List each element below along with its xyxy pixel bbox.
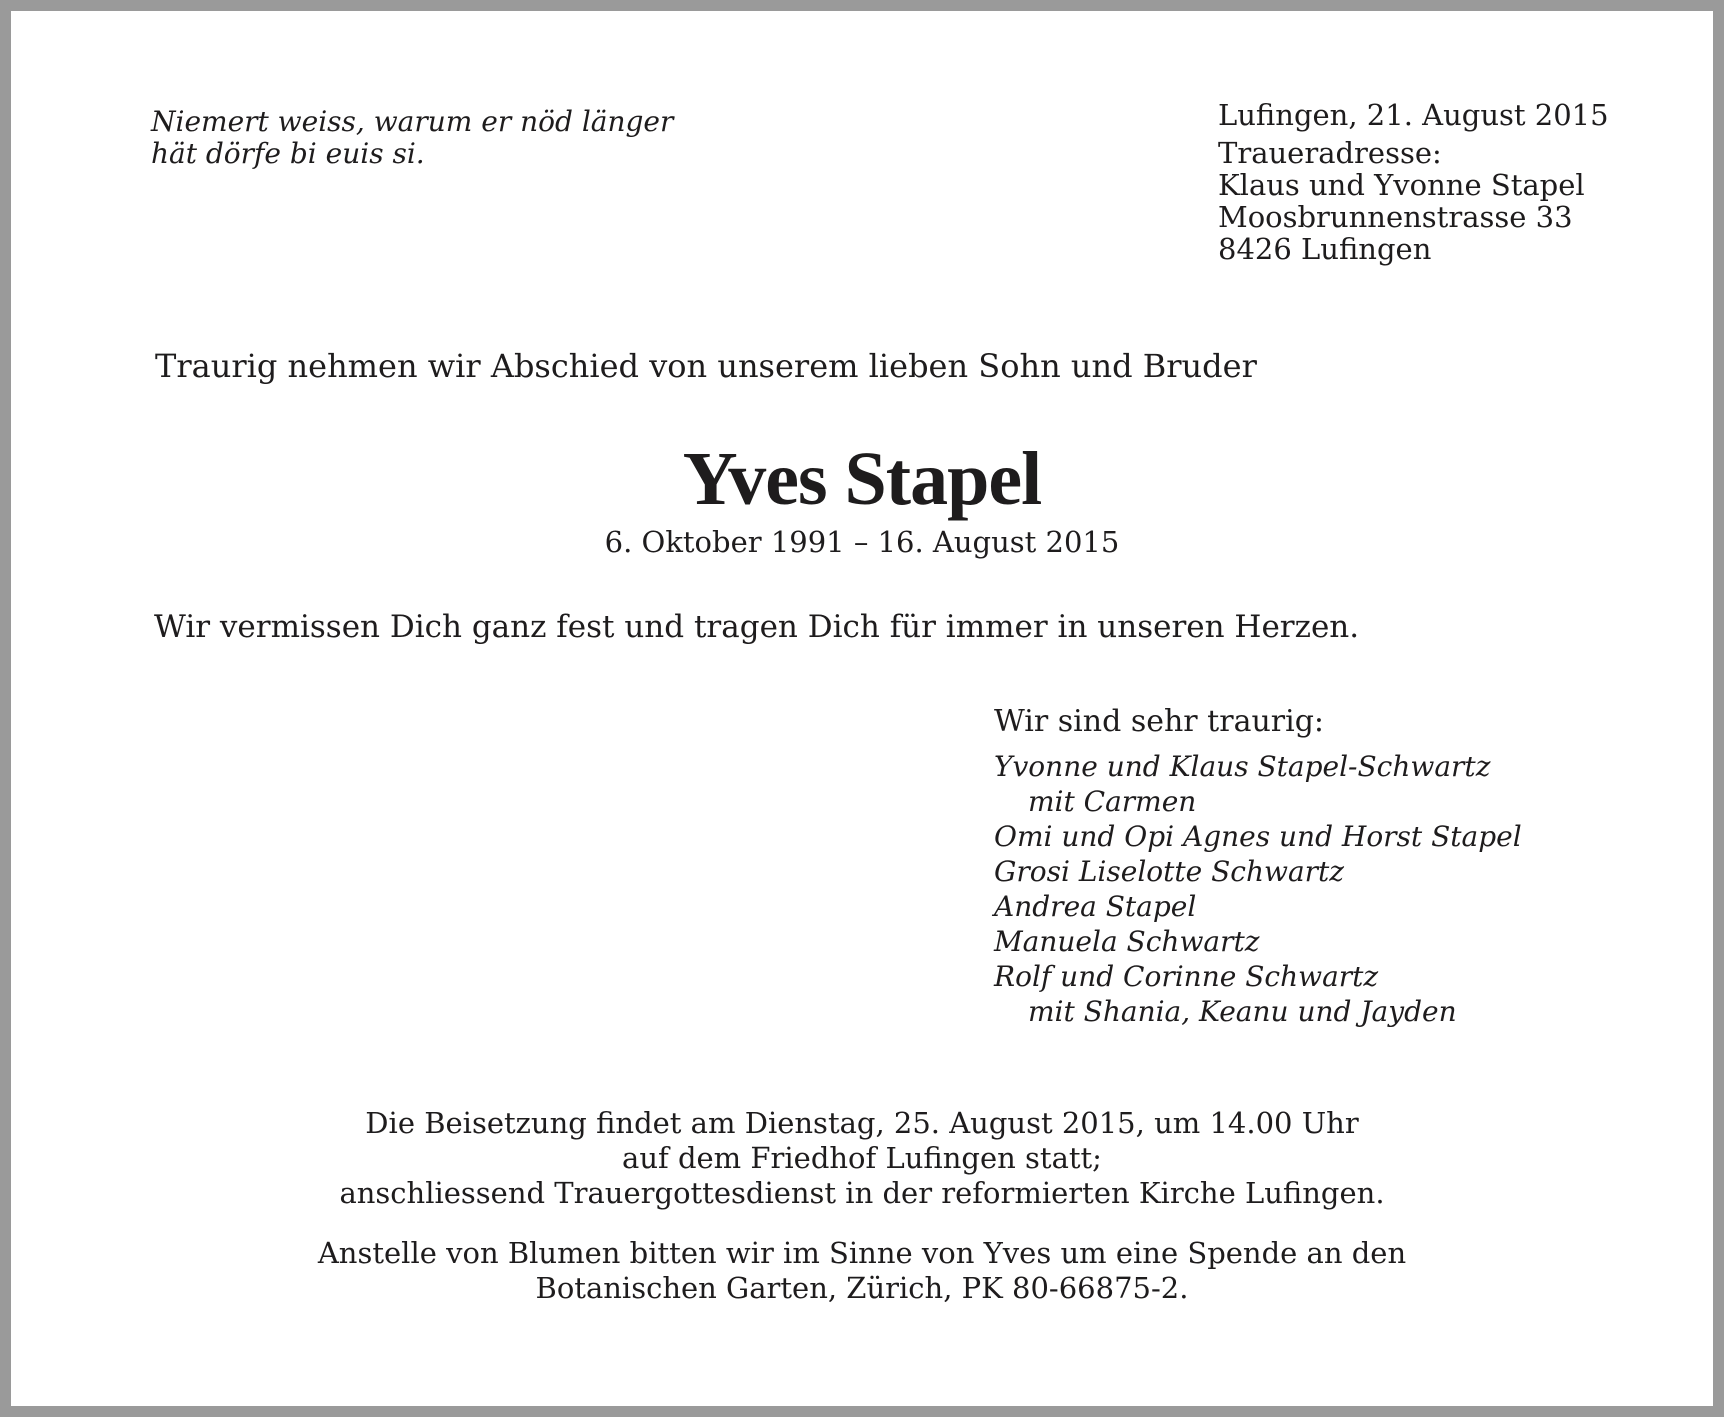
funeral-line-3: anschliessend Trauergottesdienst in der reformierten Kirche Lufingen. xyxy=(339,1176,1385,1210)
donation-info xyxy=(11,1236,1713,1306)
funeral-info xyxy=(11,1106,1713,1211)
donation-line-1: Anstelle von Blumen bitten wir im Sinne von Yves um eine Spende an den xyxy=(317,1236,1407,1270)
mourner-line: mit Carmen xyxy=(1028,785,1197,818)
address-names: Klaus und Yvonne Stapel xyxy=(1218,168,1585,202)
funeral-line-2: auf dem Friedhof Lufingen statt; xyxy=(622,1141,1102,1175)
mourner-line: mit Shania, Keanu und Jayden xyxy=(1028,995,1457,1028)
donation-line-2: Botanischen Garten, Zürich, PK 80-66875-2. xyxy=(535,1271,1189,1305)
funeral-line-1: Die Beisetzung findet am Dienstag, 25. August 2015, um 14.00 Uhr xyxy=(365,1106,1359,1140)
address-label: Traueradresse: xyxy=(1218,136,1442,170)
motto-line-1: Niemert weiss, warum er nöd länger xyxy=(151,105,674,138)
deceased-name: Yves Stapel xyxy=(682,437,1042,521)
mourners-heading: Wir sind sehr traurig: xyxy=(994,704,1325,739)
obituary-page xyxy=(11,11,1713,1406)
address-city: 8426 Lufingen xyxy=(1218,232,1432,266)
mourner-line: Grosi Liselotte Schwartz xyxy=(994,855,1345,888)
mourner-line: Rolf und Corinne Schwartz xyxy=(994,960,1379,993)
motto xyxy=(151,106,673,170)
mourners-list xyxy=(994,749,1522,1029)
place-date: Lufingen, 21. August 2015 xyxy=(1218,98,1609,132)
mourner-line: Yvonne und Klaus Stapel-Schwartz xyxy=(994,750,1491,783)
address-street: Moosbrunnenstrasse 33 xyxy=(1218,200,1573,234)
motto-line-2: hät dörfe bi euis si. xyxy=(151,137,425,170)
life-dates: 6. Oktober 1991 – 16. August 2015 xyxy=(604,525,1120,559)
mourning-address xyxy=(1218,99,1609,265)
intro-text: Traurig nehmen wir Abschied von unserem lieben Sohn und Bruder xyxy=(155,347,1257,385)
mourner-line: Omi und Opi Agnes und Horst Stapel xyxy=(994,820,1522,853)
mourner-line: Manuela Schwartz xyxy=(994,925,1260,958)
mourner-line: Andrea Stapel xyxy=(994,890,1197,923)
missing-text: Wir vermissen Dich ganz fest und tragen Dich für immer in unseren Herzen. xyxy=(154,609,1360,645)
